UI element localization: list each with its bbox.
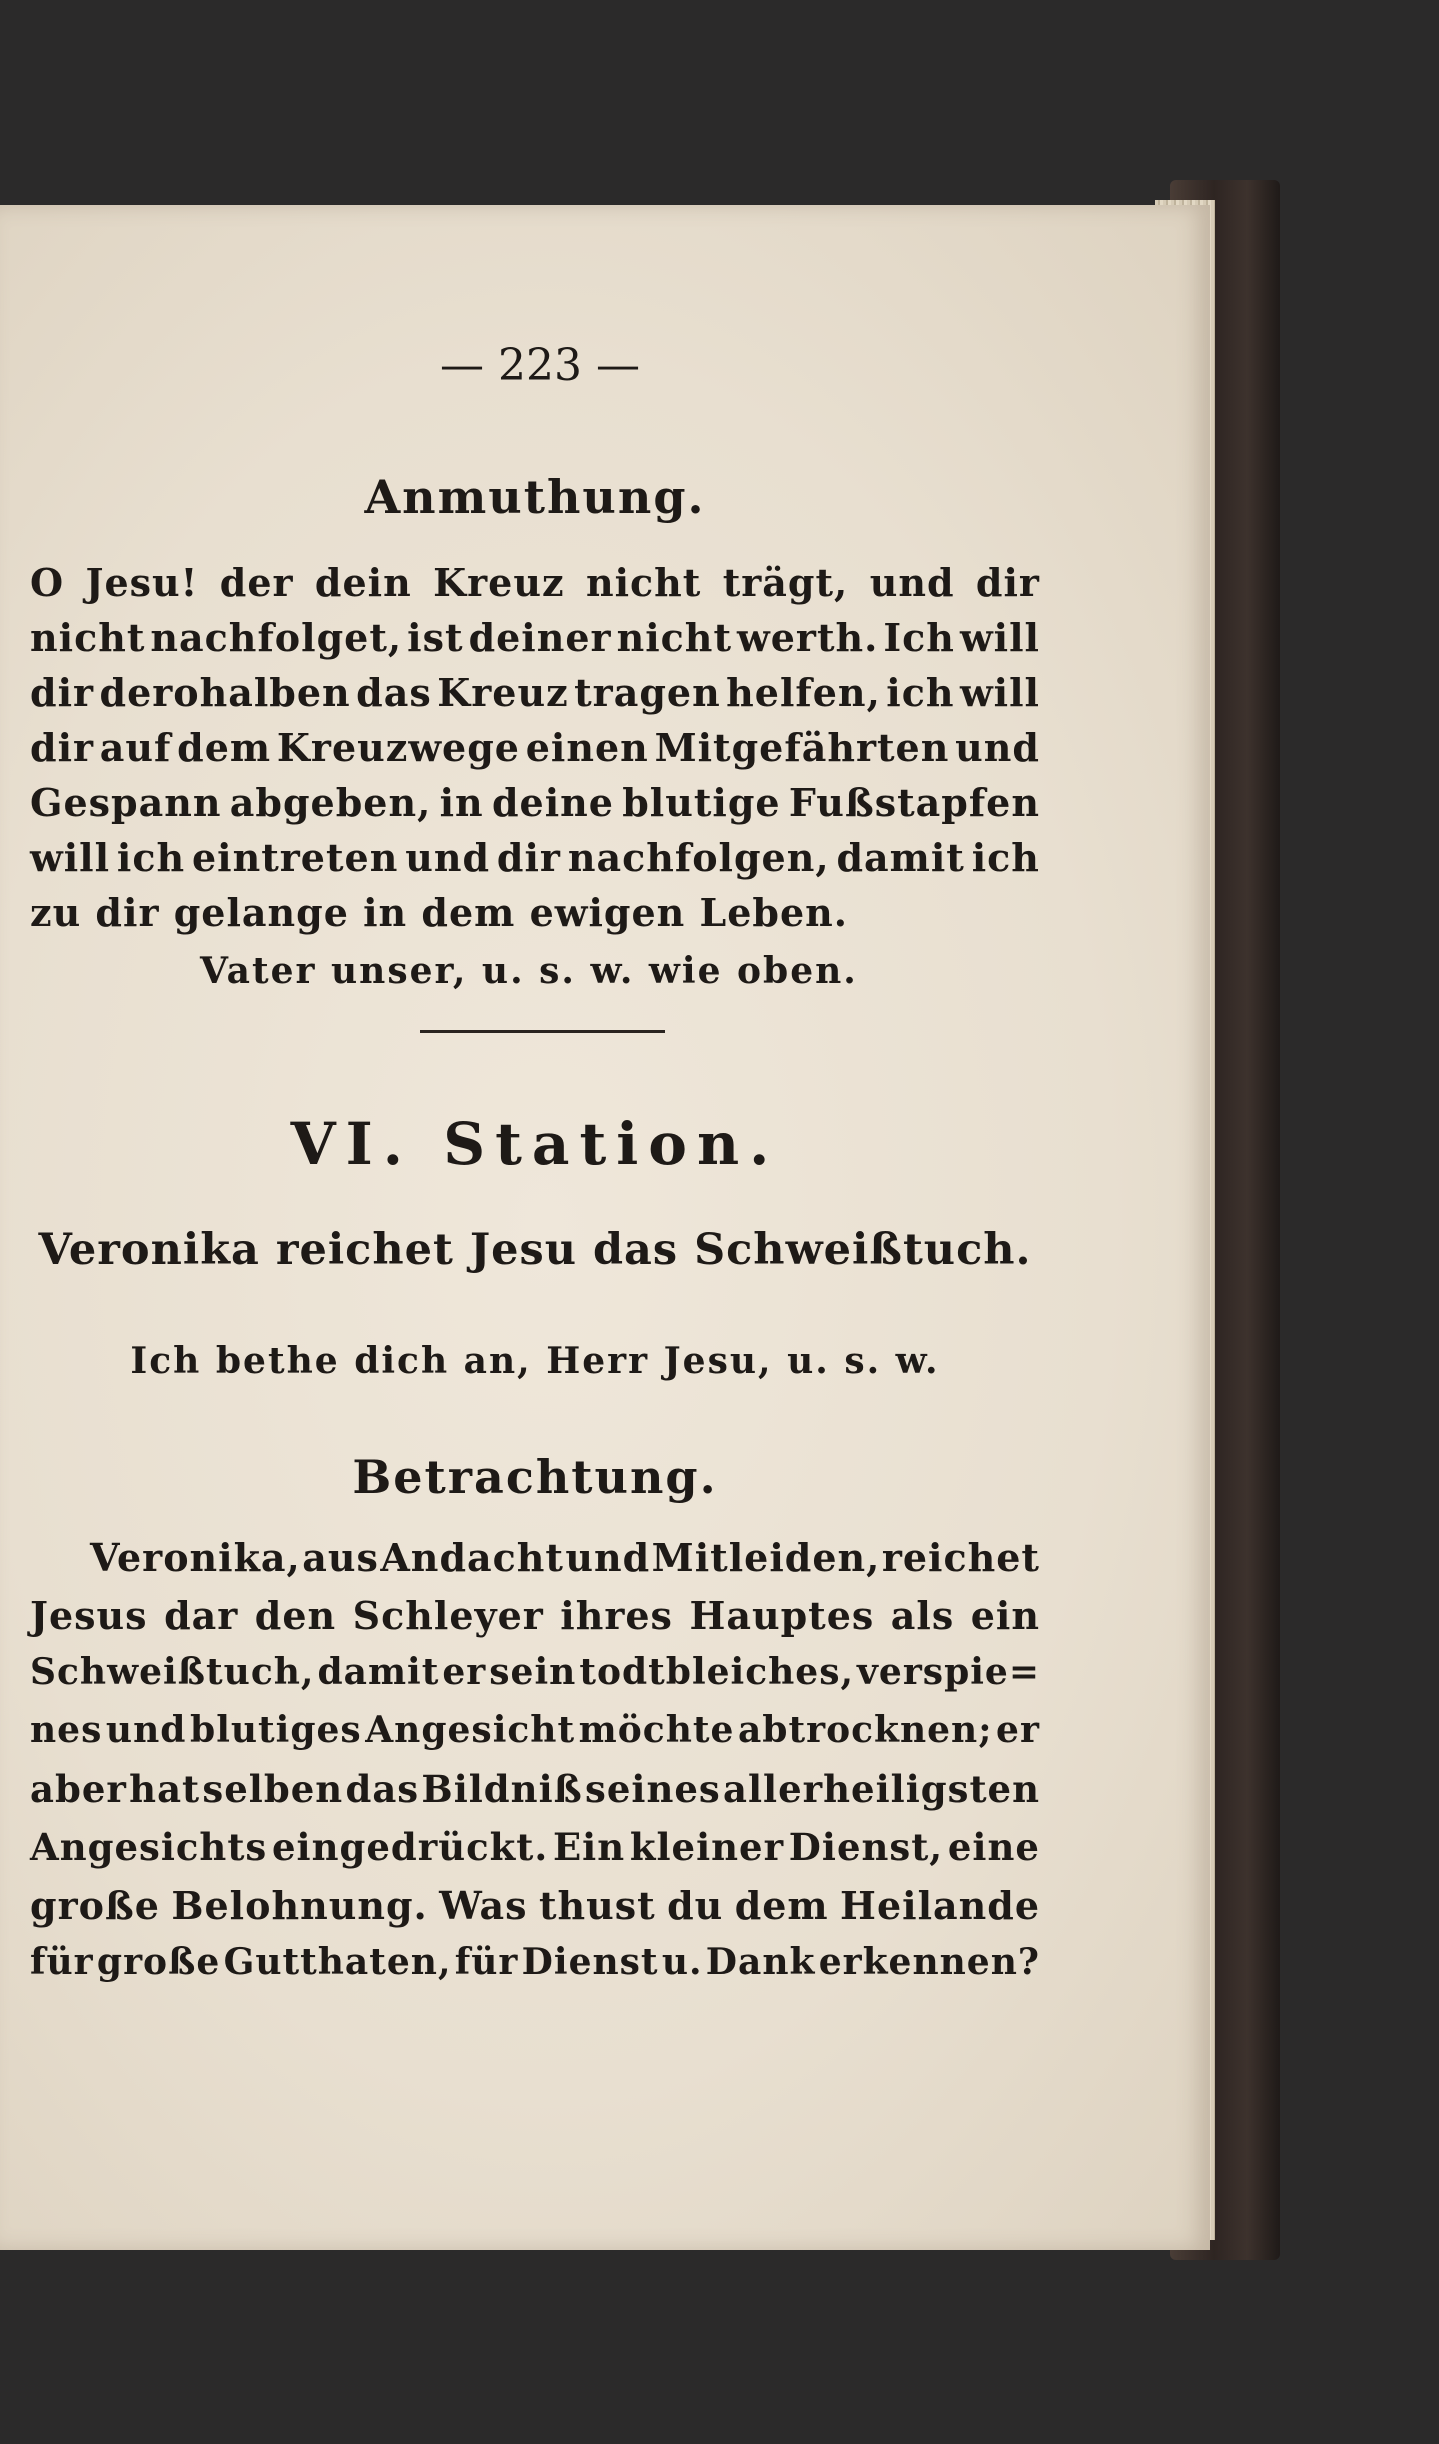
section-heading-betrachtung: Betrachtung.: [352, 1450, 718, 1504]
word: deiner: [468, 615, 612, 660]
section-divider: [420, 1030, 665, 1033]
word: und: [955, 725, 1040, 770]
word: will: [959, 670, 1040, 715]
word: Hauptes: [689, 1593, 875, 1638]
word: dem: [734, 1883, 829, 1928]
text-line: [30, 1651, 1040, 1693]
text-line: [30, 560, 1040, 605]
word: todtbleiches,: [579, 1651, 854, 1693]
line-text: [30, 1651, 1040, 1693]
word: Belohnung.: [171, 1883, 428, 1928]
text-line: [30, 890, 1040, 935]
word: dein: [314, 560, 412, 605]
word: Mitleiden,: [651, 1535, 881, 1580]
word: Ich: [883, 615, 955, 660]
word: ich: [886, 670, 955, 715]
word: das: [345, 1767, 420, 1811]
word: u.: [661, 1941, 703, 1983]
word: einen: [525, 725, 649, 770]
word: damit: [317, 1651, 440, 1693]
word: Andacht: [380, 1535, 564, 1580]
word: aus: [302, 1535, 379, 1580]
text-line: [30, 1825, 1040, 1869]
line-text: [30, 1941, 1040, 1983]
word: der: [219, 560, 294, 605]
word: möchte: [578, 1709, 735, 1751]
station-title: VI. Station.: [290, 1110, 780, 1178]
word: für: [454, 1941, 519, 1983]
text-line: [30, 1709, 1040, 1751]
text-line: [30, 725, 1040, 770]
word: und: [869, 560, 955, 605]
word: hat: [129, 1767, 201, 1811]
line-text: [30, 1767, 1040, 1811]
word: und: [105, 1709, 187, 1751]
word: Veronika,: [90, 1535, 301, 1580]
word: ihres: [560, 1593, 673, 1638]
word: werth.: [737, 615, 879, 660]
text-line: [30, 1883, 1040, 1928]
word: Gutthaten,: [223, 1941, 452, 1983]
word: Kreuzwege: [276, 725, 520, 770]
line-text: [30, 560, 1040, 605]
word: O: [30, 560, 65, 605]
text-line: [30, 670, 1040, 715]
text-line: [30, 1593, 1040, 1638]
word: in: [439, 780, 484, 825]
word: erkennen?: [818, 1941, 1040, 1983]
text-line: [30, 780, 1040, 825]
station-subtitle: Veronika reichet Jesu das Schweißtuch.: [38, 1225, 1032, 1275]
word: blutige: [622, 780, 781, 825]
word: ist: [407, 615, 464, 660]
line-text: zu dir gelange in dem ewigen Leben.: [30, 890, 849, 935]
word: Dienst: [521, 1941, 659, 1983]
word: Gespann: [30, 780, 222, 825]
word: für: [30, 1941, 94, 1983]
line-text: [30, 615, 1040, 660]
word: dir: [30, 670, 95, 715]
word: das: [356, 670, 432, 715]
word: sein: [489, 1651, 577, 1693]
word: nicht: [30, 615, 146, 660]
word: eintreten: [191, 835, 399, 880]
word: ich: [116, 835, 186, 880]
word: dir: [496, 835, 561, 880]
word: und: [565, 1535, 651, 1580]
line-text: [30, 1825, 1040, 1869]
word: ein: [970, 1593, 1040, 1638]
word: den: [254, 1593, 337, 1638]
word: tragen: [574, 670, 721, 715]
word: nicht: [585, 560, 702, 605]
word: Jesu!: [85, 560, 199, 605]
line-text: [30, 835, 1040, 880]
word: deine: [491, 780, 614, 825]
word: Jesus: [30, 1593, 148, 1638]
word: selben: [202, 1767, 344, 1811]
word: aber: [30, 1767, 127, 1811]
page-number: — 223 —: [440, 340, 640, 391]
word: Dienst,: [788, 1825, 944, 1869]
word: Was: [439, 1883, 528, 1928]
invocation-rubric: Ich bethe dich an, Herr Jesu, u. s. w.: [130, 1340, 940, 1382]
text-line: [90, 1535, 1040, 1580]
word: Schweißtuch,: [30, 1651, 315, 1693]
word: reichet: [881, 1535, 1040, 1580]
word: kleiner: [629, 1825, 785, 1869]
word: Kreuz: [433, 560, 565, 605]
word: Dank: [705, 1941, 816, 1983]
word: seines: [585, 1767, 721, 1811]
word: auf: [99, 725, 172, 770]
word: du: [667, 1883, 724, 1928]
word: Bildniß: [421, 1767, 583, 1811]
word: Fußstapfen: [788, 780, 1040, 825]
word: thust: [538, 1883, 656, 1928]
word: helfen,: [726, 670, 881, 715]
word: derohalben: [99, 670, 351, 715]
line-text: [30, 670, 1040, 715]
section-heading-anmuthung: Anmuthung.: [364, 470, 706, 524]
word: abgeben,: [229, 780, 432, 825]
line-text: [30, 1593, 1040, 1638]
word: dem: [177, 725, 272, 770]
book-page: [0, 205, 1210, 2250]
text-line: [30, 835, 1040, 880]
word: ich: [971, 835, 1040, 880]
line-text: [90, 1535, 1040, 1580]
word: Angesicht: [365, 1709, 576, 1751]
word: trägt,: [722, 560, 849, 605]
line-text: [30, 780, 1040, 825]
line-text: [30, 1883, 1040, 1928]
word: Heilande: [840, 1883, 1040, 1928]
word: als: [890, 1593, 955, 1638]
word: Schleyer: [352, 1593, 544, 1638]
word: will: [30, 835, 111, 880]
word: dir: [30, 725, 95, 770]
text-line: [30, 615, 1040, 660]
word: dar: [164, 1593, 239, 1638]
word: will: [959, 615, 1040, 660]
text-line: [30, 1767, 1040, 1811]
word: abtrocknen;: [737, 1709, 993, 1751]
word: Ein: [552, 1825, 626, 1869]
word: er: [442, 1651, 487, 1693]
word: und: [405, 835, 491, 880]
word: blutiges: [190, 1709, 362, 1751]
line-text: [30, 1709, 1040, 1751]
word: Mitgefährten: [654, 725, 950, 770]
word: Angesichts: [30, 1825, 268, 1869]
word: große: [30, 1883, 160, 1928]
word: eingedrückt.: [271, 1825, 549, 1869]
word: nes: [30, 1709, 103, 1751]
word: nachfolget,: [150, 615, 403, 660]
word: verspie=: [857, 1651, 1040, 1693]
prayer-rubric: Vater unser, u. s. w. wie oben.: [200, 950, 858, 992]
word: große: [96, 1941, 221, 1983]
word: eine: [947, 1825, 1040, 1869]
word: allerheiligsten: [723, 1767, 1040, 1811]
word: Kreuz: [437, 670, 569, 715]
word: er: [996, 1709, 1040, 1751]
word: nicht: [616, 615, 732, 660]
word: damit: [836, 835, 965, 880]
word: nachfolgen,: [567, 835, 830, 880]
text-line: [30, 1941, 1040, 1983]
word: dir: [975, 560, 1040, 605]
line-text: [30, 725, 1040, 770]
